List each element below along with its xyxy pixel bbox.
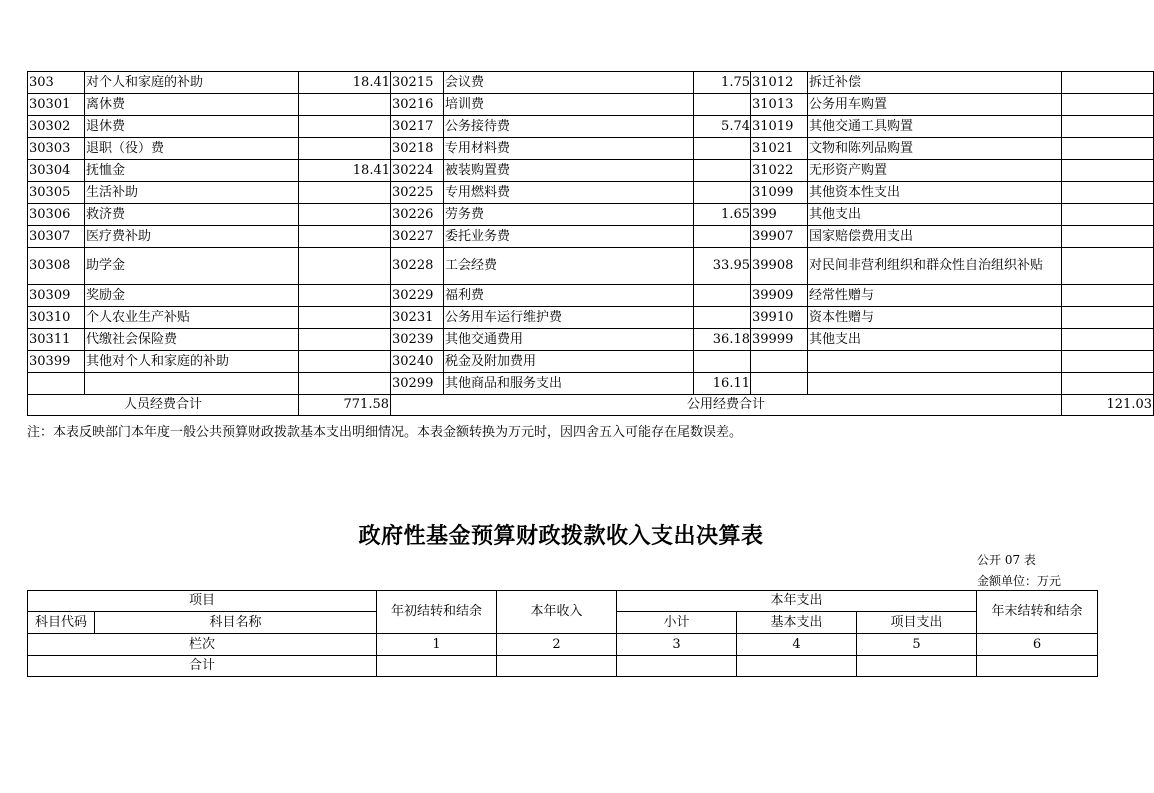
other-name: 公务用车购置	[808, 94, 1062, 116]
other-name: 其他交通工具购置	[808, 116, 1062, 138]
other-code: 39909	[751, 285, 808, 307]
personnel-name: 医疗费补助	[85, 226, 299, 248]
column-index-5: 5	[857, 634, 977, 656]
column-index-label: 栏次	[28, 634, 377, 656]
table-row	[28, 204, 1154, 226]
personnel-amount	[299, 116, 391, 138]
personnel-name: 救济费	[85, 204, 299, 226]
table-row	[28, 160, 1154, 182]
header-row-1	[28, 591, 1098, 612]
other-code: 31022	[751, 160, 808, 182]
page-title: 政府性基金预算财政拨款收入支出决算表	[358, 523, 764, 549]
header-subtotal: 小计	[617, 612, 737, 634]
public-code: 30227	[391, 226, 444, 248]
total-cell	[497, 656, 617, 677]
total-cell	[857, 656, 977, 677]
personnel-amount	[299, 329, 391, 351]
column-index-row	[28, 634, 1098, 656]
personnel-name: 退休费	[85, 116, 299, 138]
public-code: 30217	[391, 116, 444, 138]
personnel-code: 30308	[28, 248, 85, 285]
personnel-total-label: 人员经费合计	[28, 395, 299, 416]
other-amount	[1062, 94, 1154, 116]
public-amount	[694, 138, 751, 160]
public-code: 30299	[391, 373, 444, 395]
other-amount	[1062, 182, 1154, 204]
other-code	[751, 373, 808, 395]
header-income: 本年收入	[497, 591, 617, 634]
table-row	[28, 94, 1154, 116]
personnel-amount	[299, 204, 391, 226]
table-row	[28, 138, 1154, 160]
column-index-2: 2	[497, 634, 617, 656]
personnel-code: 30311	[28, 329, 85, 351]
public-amount	[694, 307, 751, 329]
personnel-total-value: 771.58	[299, 395, 391, 416]
personnel-name: 助学金	[85, 248, 299, 285]
totals-row	[28, 395, 1154, 416]
public-name: 劳务费	[444, 204, 694, 226]
other-code: 399	[751, 204, 808, 226]
public-amount	[694, 94, 751, 116]
public-amount	[694, 351, 751, 373]
personnel-name: 对个人和家庭的补助	[85, 72, 299, 94]
public-name: 公务用车运行维护费	[444, 307, 694, 329]
table-row	[28, 373, 1154, 395]
total-label: 合计	[28, 656, 377, 677]
personnel-code: 30305	[28, 182, 85, 204]
total-row	[28, 656, 1098, 677]
public-name: 福利费	[444, 285, 694, 307]
personnel-amount	[299, 182, 391, 204]
personnel-name: 离休费	[85, 94, 299, 116]
other-code: 31099	[751, 182, 808, 204]
other-amount	[1062, 307, 1154, 329]
public-name: 委托业务费	[444, 226, 694, 248]
public-amount: 5.74	[694, 116, 751, 138]
public-code: 30225	[391, 182, 444, 204]
public-amount: 16.11	[694, 373, 751, 395]
header-name: 科目名称	[95, 612, 377, 634]
other-amount	[1062, 160, 1154, 182]
public-name: 其他商品和服务支出	[444, 373, 694, 395]
personnel-code: 30302	[28, 116, 85, 138]
other-amount	[1062, 204, 1154, 226]
personnel-name: 代缴社会保险费	[85, 329, 299, 351]
personnel-amount	[299, 138, 391, 160]
public-code: 30218	[391, 138, 444, 160]
column-index-4: 4	[737, 634, 857, 656]
personnel-amount	[299, 351, 391, 373]
personnel-code: 30306	[28, 204, 85, 226]
form-number: 公开 07 表	[977, 553, 1036, 567]
personnel-name: 生活补助	[85, 182, 299, 204]
other-amount	[1062, 138, 1154, 160]
public-code: 30216	[391, 94, 444, 116]
personnel-name: 其他对个人和家庭的补助	[85, 351, 299, 373]
public-code: 30226	[391, 204, 444, 226]
table-row	[28, 248, 1154, 285]
table-row	[28, 182, 1154, 204]
public-code: 30228	[391, 248, 444, 285]
basic-expenditure-detail-table	[27, 71, 1154, 416]
public-name: 专用燃料费	[444, 182, 694, 204]
public-code: 30239	[391, 329, 444, 351]
public-name: 专用材料费	[444, 138, 694, 160]
public-name: 工会经费	[444, 248, 694, 285]
personnel-name	[85, 373, 299, 395]
other-amount	[1062, 72, 1154, 94]
personnel-amount: 18.41	[299, 72, 391, 94]
total-cell	[737, 656, 857, 677]
public-amount: 1.65	[694, 204, 751, 226]
total-cell	[977, 656, 1098, 677]
other-amount	[1062, 116, 1154, 138]
other-name: 拆迁补偿	[808, 72, 1062, 94]
header-basic: 基本支出	[737, 612, 857, 634]
other-code: 39910	[751, 307, 808, 329]
other-name	[808, 351, 1062, 373]
table-row	[28, 116, 1154, 138]
other-code	[751, 351, 808, 373]
table-body	[28, 72, 1154, 395]
public-name: 被装购置费	[444, 160, 694, 182]
personnel-name: 退职（役）费	[85, 138, 299, 160]
public-amount: 36.18	[694, 329, 751, 351]
total-cell	[617, 656, 737, 677]
other-code: 31019	[751, 116, 808, 138]
personnel-code: 30399	[28, 351, 85, 373]
header-project-expense: 项目支出	[857, 612, 977, 634]
personnel-amount	[299, 226, 391, 248]
other-name: 对民间非营利组织和群众性自治组织补贴	[808, 248, 1062, 285]
table-row	[28, 72, 1154, 94]
other-name	[808, 373, 1062, 395]
other-code: 31012	[751, 72, 808, 94]
other-amount	[1062, 351, 1154, 373]
other-amount	[1062, 373, 1154, 395]
public-name: 其他交通费用	[444, 329, 694, 351]
personnel-code: 30304	[28, 160, 85, 182]
table-row	[28, 226, 1154, 248]
public-name: 培训费	[444, 94, 694, 116]
other-name: 经常性赠与	[808, 285, 1062, 307]
header-project: 项目	[28, 591, 377, 612]
other-name: 其他支出	[808, 204, 1062, 226]
header-expense: 本年支出	[617, 591, 977, 612]
personnel-code: 303	[28, 72, 85, 94]
public-total-label: 公用经费合计	[391, 395, 1062, 416]
personnel-name: 个人农业生产补贴	[85, 307, 299, 329]
personnel-amount	[299, 248, 391, 285]
table-row	[28, 329, 1154, 351]
public-amount: 33.95	[694, 248, 751, 285]
other-name: 国家赔偿费用支出	[808, 226, 1062, 248]
table-note: 注：本表反映部门本年度一般公共预算财政拨款基本支出明细情况。本表金额转换为万元时，因四舍五入可能存在尾数误差。	[27, 425, 743, 440]
other-name: 其他资本性支出	[808, 182, 1062, 204]
public-name: 公务接待费	[444, 116, 694, 138]
personnel-name: 奖励金	[85, 285, 299, 307]
public-amount	[694, 160, 751, 182]
column-index-1: 1	[377, 634, 497, 656]
other-code: 39999	[751, 329, 808, 351]
other-code: 31013	[751, 94, 808, 116]
public-code: 30240	[391, 351, 444, 373]
fund-budget-table	[27, 590, 1098, 677]
public-amount: 1.75	[694, 72, 751, 94]
other-name: 其他支出	[808, 329, 1062, 351]
amount-unit: 金额单位：万元	[977, 574, 1062, 588]
total-cell	[377, 656, 497, 677]
personnel-amount	[299, 373, 391, 395]
header-carry-begin: 年初结转和结余	[377, 591, 497, 634]
other-amount	[1062, 329, 1154, 351]
other-name: 文物和陈列品购置	[808, 138, 1062, 160]
other-code: 39907	[751, 226, 808, 248]
other-name: 资本性赠与	[808, 307, 1062, 329]
public-code: 30224	[391, 160, 444, 182]
personnel-code: 30310	[28, 307, 85, 329]
personnel-code: 30301	[28, 94, 85, 116]
personnel-amount	[299, 94, 391, 116]
public-name: 税金及附加费用	[444, 351, 694, 373]
other-amount	[1062, 248, 1154, 285]
column-index-6: 6	[977, 634, 1098, 656]
public-amount	[694, 285, 751, 307]
personnel-code: 30309	[28, 285, 85, 307]
other-amount	[1062, 226, 1154, 248]
public-code: 30229	[391, 285, 444, 307]
public-name: 会议费	[444, 72, 694, 94]
personnel-amount	[299, 307, 391, 329]
public-amount	[694, 182, 751, 204]
public-code: 30231	[391, 307, 444, 329]
other-amount	[1062, 285, 1154, 307]
table-row	[28, 285, 1154, 307]
other-name: 无形资产购置	[808, 160, 1062, 182]
other-code: 39908	[751, 248, 808, 285]
public-total-value: 121.03	[1062, 395, 1154, 416]
public-amount	[694, 226, 751, 248]
personnel-code: 30303	[28, 138, 85, 160]
table-row	[28, 307, 1154, 329]
personnel-code	[28, 373, 85, 395]
table-row	[28, 351, 1154, 373]
personnel-amount: 18.41	[299, 160, 391, 182]
public-code: 30215	[391, 72, 444, 94]
header-code: 科目代码	[28, 612, 95, 634]
personnel-name: 抚恤金	[85, 160, 299, 182]
other-code: 31021	[751, 138, 808, 160]
personnel-amount	[299, 285, 391, 307]
header-carry-end: 年末结转和结余	[977, 591, 1098, 634]
column-index-3: 3	[617, 634, 737, 656]
personnel-code: 30307	[28, 226, 85, 248]
